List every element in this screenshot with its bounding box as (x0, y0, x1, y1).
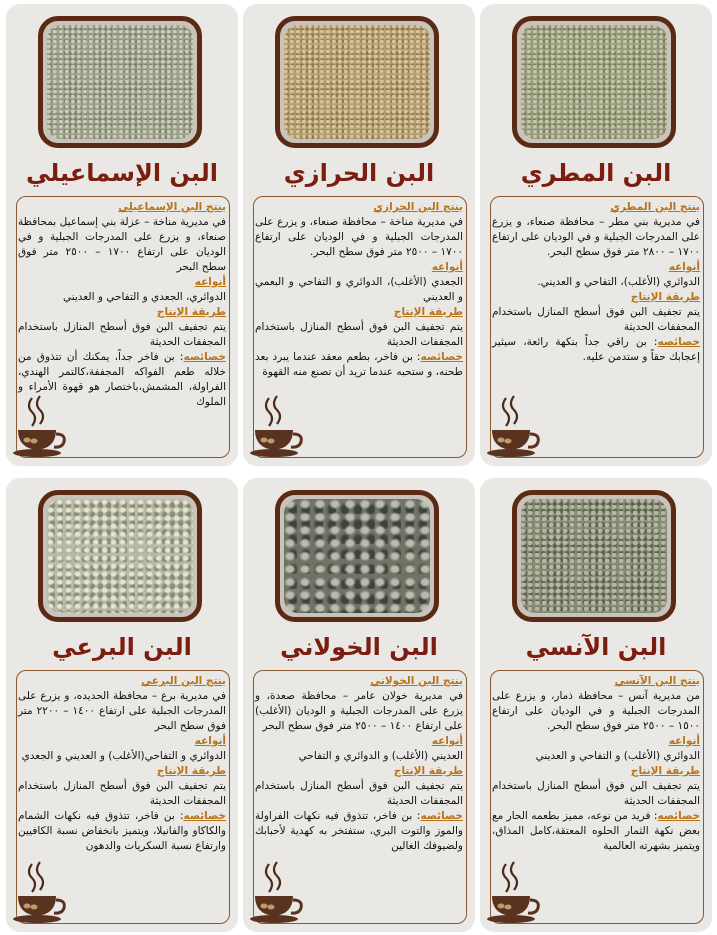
features-text: بن راقي جداً بنكهة رائعة، سيثير إعجابك حقاً و ستدمن عليه. (492, 336, 700, 363)
method-heading: طريقة الإنتاج (393, 765, 463, 777)
produce-heading: ينتج البن الخولاني (370, 675, 463, 687)
produce-heading: ينتج البن البرعي (141, 675, 226, 687)
coffee-card-harazi (243, 4, 475, 466)
bean-photo-frame (512, 490, 676, 622)
produce-text: في مديرية خولان عامر – محافظة صعدة، و يزرع على المدرجات الجبلية و الوديان (الأغلب) على ارتفاع ١٤٠٠ – ٢٥٠٠ متر فوق سطح البحر (255, 690, 463, 732)
produce-heading: ينتج البن المطري (610, 201, 700, 213)
bean-photo-frame (275, 16, 439, 148)
bean-photo-frame (512, 16, 676, 148)
features-text: بن فاخر جداً، يمكنك أن تتذوق من خلاله طعم الفواكه المجففة،كالتمر الهندي، الفراولة، المشمش،باختصار هو قهوة الأمراء و الملوك (18, 351, 226, 408)
features-heading: خصائصه (183, 351, 226, 363)
bean-photo-frame (38, 490, 202, 622)
coffee-card-ismaili (6, 4, 238, 466)
types-text: الدوائري و التفاحي(الأغلب) و العديني و الجعدي (21, 750, 226, 762)
produce-heading: ينتج البن الحرازي (373, 201, 463, 213)
produce-text: من مديرية آنس – محافظة ذمار، و يزرع على المدرجات الجبلية و في الوديان على ارتفاع ١٥٠٠ – ٢٥٠٠ متر فوق سطح البحر. (492, 690, 700, 732)
features-text: بن فاخر، تتذوق فيه نكهات الشمام والكاكاو والفانيلا، ويتميز بانخفاض نسبة الكافيين وارتفاع نسبة السكريات والدهون (18, 810, 226, 852)
features-text: بن فاخر، بطعم معقد عندما يبرد بعد طحنه، و ستحبه عندما تريد أن تصنع منه القهوة (255, 351, 463, 378)
card-title: البن الخولاني (280, 633, 438, 661)
coffee-cup-icon (484, 394, 546, 460)
card-title: البن المطري (520, 159, 672, 187)
produce-text: في مديرية مناخة – محافظة صنعاء، و يزرع على المدرجات الجبلية و في الوديان على ارتفاع ١٧٠٠ – ٢٥٠٠ متر فوق سطح البحر. (255, 216, 463, 258)
card-description: ينتج البن البرعي في مديرية برع – محافظة الحديده، و يزرع على المدرجات الجبلية على ارتفاع ١٤٠٠ – ٢٢٠٠ متر فوق سطح البحر أنواعه الدوائري و التفاحي(الأغلب) و العديني و الجعدي طريقة الإنتاج يتم تجفيف البن فوق أسطح المنازل باستخدام المجففات الحديثة خصائصه: بن فاخر، تتذوق فيه نكهات الشمام والكاكاو والفانيلا، ويتميز بانخفاض نسبة الكافيين وارتفاع نسبة السكريات والدهون (18, 675, 226, 852)
green-coffee-beans-image (521, 499, 667, 613)
green-coffee-beans-image (47, 25, 193, 139)
types-heading: أنواعه (431, 735, 463, 747)
types-heading: أنواعه (194, 735, 226, 747)
types-text: الدوائري (الأغلب) و التفاحي و العديني (535, 750, 700, 762)
card-title: البن البرعي (52, 633, 192, 661)
method-text: يتم تجفيف البن فوق أسطح المنازل باستخدام المجففات الحديثة (492, 780, 700, 807)
types-text: الدوائري (الأغلب)، التفاحي و العديني. (537, 276, 700, 288)
produce-text: في مديرية مناخة – عزلة بني إسماعيل بمحافظة صنعاء، و يزرع على المدرجات الجبلية و في الوديان على ارتفاع ١٧٠٠ – ٢٥٠٠ متر فوق سطح البحر (18, 216, 226, 273)
card-title: البن الإسماعيلي (25, 159, 219, 187)
produce-heading: ينتج البن الإسماعيلي (118, 201, 226, 213)
coffee-cup-icon (10, 860, 72, 926)
types-text: العديني (الأغلب) و الدوائري و التفاحي (298, 750, 463, 762)
features-heading: خصائصه (420, 351, 463, 363)
green-coffee-beans-image (47, 499, 193, 613)
green-coffee-beans-image (284, 499, 430, 613)
card-description: ينتج البن المطري في مديرية بني مطر – محافظة صنعاء، و يزرع على المدرجات الجبلية و في الوديان على ارتفاع ١٧٠٠ – ٢٨٠٠ متر فوق سطح البحر. أنواعه الدوائري (الأغلب)، التفاحي و العديني. طريقة الإنتاج يتم تجفيف البن فوق أسطح المنازل باستخدام المجففات الحديثة خصائصه: بن راقي جداً بنكهة رائعة، سيثير إعجابك حقاً و ستدمن عليه. (492, 201, 700, 363)
features-heading: خصائصه (657, 336, 700, 348)
method-heading: طريقة الإنتاج (156, 306, 226, 318)
method-text: يتم تجفيف البن فوق أسطح المنازل باستخدام المجففات الحديثة (18, 321, 226, 348)
card-description: ينتج البن الخولاني في مديرية خولان عامر – محافظة صعدة، و يزرع على المدرجات الجبلية و الوديان (الأغلب) على ارتفاع ١٤٠٠ – ٢٥٠٠ متر فوق سطح البحر أنواعه العديني (الأغلب) و الدوائري و التفاحي طريقة الإنتاج يتم تجفيف البن فوق أسطح المنازل باستخدام المجففات الحديثة خصائصه: بن فاخر، تتذوق فيه نكهات الفراولة والموز والتوت البري، ستفتخر به كهدية لأحبابك ولضيوفك الغالين (255, 675, 463, 852)
method-text: يتم تجفيف البن فوق أسطح المنازل باستخدام المجففات الحديثة (18, 780, 226, 807)
method-text: يتم تجفيف البن فوق أسطح المنازل باستخدام المجففات الحديثة (255, 321, 463, 348)
coffee-cup-icon (247, 860, 309, 926)
produce-text: في مديرية برع – محافظة الحديده، و يزرع على المدرجات الجبلية على ارتفاع ١٤٠٠ – ٢٢٠٠ متر فوق سطح البحر (18, 690, 226, 732)
bean-photo-frame (275, 490, 439, 622)
types-heading: أنواعه (194, 276, 226, 288)
method-heading: طريقة الإنتاج (156, 765, 226, 777)
features-text: فريد من نوعه، مميز بطعمه الحار مع بعض نكهة الثمار الحلوه المعتقة،كامل المذاق، ويتميز بشهرته العالمية (492, 810, 700, 852)
coffee-cup-icon (484, 860, 546, 926)
coffee-card-matari (480, 4, 712, 466)
produce-heading: ينتج البن الآنسي (614, 675, 700, 687)
coffee-card-barai (6, 478, 238, 932)
produce-text: في مديرية بني مطر – محافظة صنعاء، و يزرع على المدرجات الجبلية و في الوديان على ارتفاع ١٧٠٠ – ٢٨٠٠ متر فوق سطح البحر. (492, 216, 700, 258)
card-title: البن الحرازي (283, 159, 435, 187)
types-text: الجعدي (الأغلب)، الدوائري و التفاحي و البعمي و العديني (255, 276, 463, 303)
coffee-cup-icon (247, 394, 309, 460)
card-title: البن الآنسي (525, 633, 667, 661)
types-heading: أنواعه (668, 261, 700, 273)
coffee-card-khawlani (243, 478, 475, 932)
features-heading: خصائصه (657, 810, 700, 822)
features-heading: خصائصه (420, 810, 463, 822)
method-text: يتم تجفيف البن فوق أسطح المنازل باستخدام المجففات الحديثة (492, 306, 700, 333)
card-description: ينتج البن الحرازي في مديرية مناخة – محافظة صنعاء، و يزرع على المدرجات الجبلية و في الوديان على ارتفاع ١٧٠٠ – ٢٥٠٠ متر فوق سطح البحر. أنواعه الجعدي (الأغلب)، الدوائري و التفاحي و البعمي و العديني طريقة الإنتاج يتم تجفيف البن فوق أسطح المنازل باستخدام المجففات الحديثة خصائصه: بن فاخر، بطعم معقد عندما يبرد بعد طحنه، و ستحبه عندما تريد أن تصنع منه القهوة (255, 201, 463, 378)
features-heading: خصائصه (183, 810, 226, 822)
features-text: بن فاخر، تتذوق فيه نكهات الفراولة والموز والتوت البري، ستفتخر به كهدية لأحبابك ولضيوفك الغالين (255, 810, 463, 852)
green-coffee-beans-image (284, 25, 430, 139)
method-heading: طريقة الإنتاج (630, 765, 700, 777)
card-description: ينتج البن الآنسي من مديرية آنس – محافظة ذمار، و يزرع على المدرجات الجبلية و في الوديان على ارتفاع ١٥٠٠ – ٢٥٠٠ متر فوق سطح البحر. أنواعه الدوائري (الأغلب) و التفاحي و العديني طريقة الإنتاج يتم تجفيف البن فوق أسطح المنازل باستخدام المجففات الحديثة خصائصه: فريد من نوعه، مميز بطعمه الحار مع بعض نكهة الثمار الحلوه المعتقة،كامل المذاق، ويتميز بشهرته العالمية (492, 675, 700, 852)
bean-photo-frame (38, 16, 202, 148)
types-text: الدوائري، الجعدي و التفاحي و العديني (62, 291, 226, 303)
coffee-cup-icon (10, 394, 72, 460)
method-heading: طريقة الإنتاج (630, 291, 700, 303)
green-coffee-beans-image (521, 25, 667, 139)
card-description: ينتج البن الإسماعيلي في مديرية مناخة – عزلة بني إسماعيل بمحافظة صنعاء، و يزرع على المدرجات الجبلية و في الوديان على ارتفاع ١٧٠٠ – ٢٥٠٠ متر فوق سطح البحر أنواعه الدوائري، الجعدي و التفاحي و العديني طريقة الإنتاج يتم تجفيف البن فوق أسطح المنازل باستخدام المجففات الحديثة خصائصه: بن فاخر جداً، يمكنك أن تتذوق من خلاله طعم الفواكه المجففة،كالتمر الهندي، الفراولة، المشمش،باختصار هو قهوة الأمراء و الملوك (18, 201, 226, 408)
types-heading: أنواعه (668, 735, 700, 747)
method-heading: طريقة الإنتاج (393, 306, 463, 318)
coffee-card-anisi (480, 478, 712, 932)
types-heading: أنواعه (431, 261, 463, 273)
method-text: يتم تجفيف البن فوق أسطح المنازل باستخدام المجففات الحديثة (255, 780, 463, 807)
